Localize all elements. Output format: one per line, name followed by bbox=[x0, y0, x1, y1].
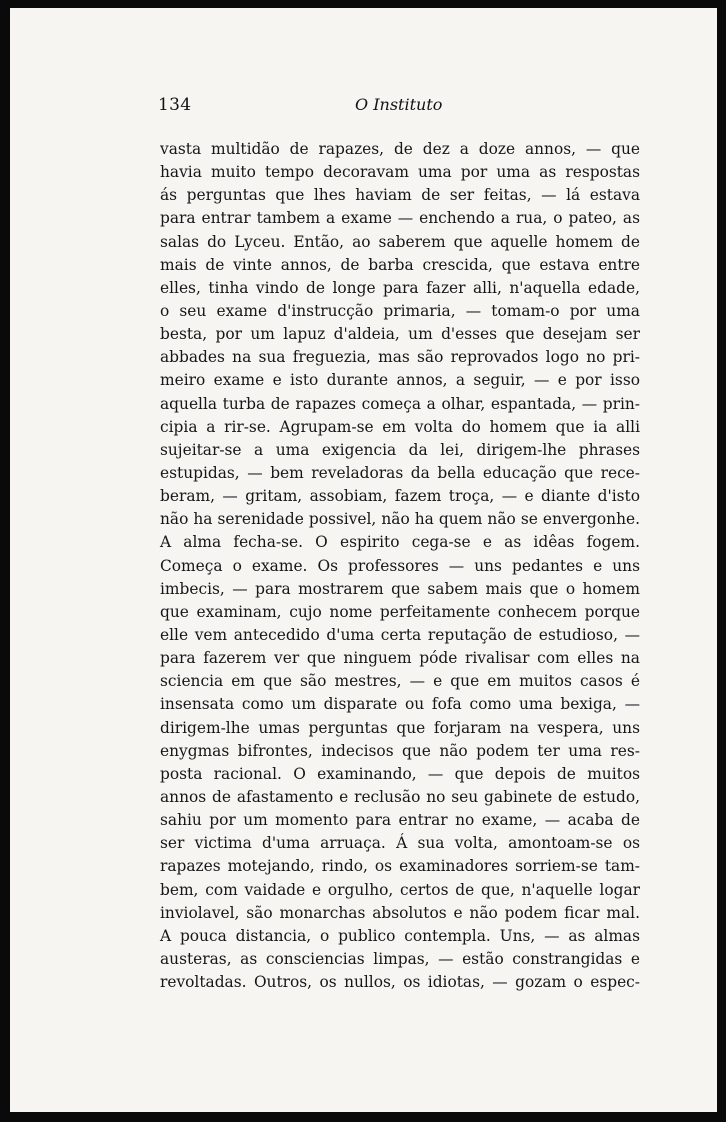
text-line: elles, tinha vindo de longe para fazer alli, n'aquella edade, bbox=[160, 278, 640, 297]
text-line: beram, — gritam, assobiam, fazem troça, — e diante d'isto bbox=[160, 487, 640, 506]
running-head bbox=[10, 95, 717, 119]
text-line: que examinam, cujo nome perfeitamente conhecem porque bbox=[160, 602, 640, 621]
text-line: sciencia em que são mestres, — e que em muitos casos é bbox=[160, 672, 640, 691]
text-line: enygmas bifrontes, indecisos que não podem ter uma res- bbox=[160, 741, 640, 760]
text-line: imbecis, — para mostrarem que sabem mais que o homem bbox=[160, 579, 640, 598]
text-line: A pouca distancia, o publico contempla. Uns, — as almas bbox=[160, 926, 640, 945]
text-line: rapazes motejando, rindo, os examinadores sorriem-se tam- bbox=[160, 857, 640, 876]
text-line: Começa o exame. Os professores — uns pedantes e uns bbox=[160, 556, 640, 575]
text-line: salas do Lyceu. Então, ao saberem que aquelle homem de bbox=[160, 232, 640, 251]
text-line: dirigem-lhe umas perguntas que forjaram na vespera, uns bbox=[160, 718, 640, 737]
text-line: meiro exame e isto durante annos, a seguir, — e por isso bbox=[160, 371, 640, 390]
text-line: posta racional. O examinando, — que depois de muitos bbox=[160, 764, 640, 783]
text-line: sahiu por um momento para entrar no exame, — acaba de bbox=[160, 811, 640, 830]
text-line: ser victima d'uma arruaça. Á sua volta, amontoam-se os bbox=[160, 834, 640, 853]
paper-sheet bbox=[10, 8, 717, 1112]
text-line: bem, com vaidade e orgulho, certos de que, n'aquelle logar bbox=[160, 880, 640, 899]
text-line: estupidas, — bem reveladoras da bella educação que rece- bbox=[160, 463, 640, 482]
text-line: ás perguntas que lhes haviam de ser feitas, — lá estava bbox=[160, 186, 640, 205]
text-line: besta, por um lapuz d'aldeia, um d'esses que desejam ser bbox=[160, 325, 640, 344]
text-line: revoltadas. Outros, os nullos, os idiotas, — gozam o espec- bbox=[160, 973, 640, 992]
text-line: mais de vinte annos, de barba crescida, que estava entre bbox=[160, 255, 640, 274]
text-line: austeras, as consciencias limpas, — estão constrangidas e bbox=[160, 949, 640, 968]
journal-title: O Instituto bbox=[355, 95, 443, 114]
text-line: insensata como um disparate ou fofa como uma bexiga, — bbox=[160, 695, 640, 714]
text-line: aquella turba de rapazes começa a olhar, espantada, — prin- bbox=[160, 394, 640, 413]
text-line: elle vem antecedido d'uma certa reputação de estudioso, — bbox=[160, 625, 640, 644]
text-line: vasta multidão de rapazes, de dez a doze annos, — que bbox=[160, 140, 640, 158]
text-line: para fazerem ver que ninguem póde rivalisar com elles na bbox=[160, 649, 640, 668]
text-line: havia muito tempo decoravam uma por uma as respostas bbox=[160, 163, 640, 182]
text-line: annos de afastamento e reclusão no seu gabinete de estudo, bbox=[160, 787, 640, 806]
text-line: inviolavel, são monarchas absolutos e não podem ficar mal. bbox=[160, 903, 640, 922]
text-line: o seu exame d'instrucção primaria, — tomam-o por uma bbox=[160, 301, 640, 320]
text-line: não ha serenidade possivel, não ha quem não se envergonhe. bbox=[160, 510, 640, 529]
text-line: sujeitar-se a uma exigencia da lei, dirigem-lhe phrases bbox=[160, 440, 640, 459]
body-text bbox=[160, 138, 640, 994]
text-line: abbades na sua freguezia, mas são reprovados logo no pri- bbox=[160, 348, 640, 367]
text-line: A alma fecha-se. O espirito cega-se e as idêas fogem. bbox=[160, 533, 640, 552]
page-number: 134 bbox=[158, 95, 192, 115]
text-line: cipia a rir-se. Agrupam-se em volta do homem que ia alli bbox=[160, 417, 640, 436]
text-line: para entrar tambem a exame — enchendo a rua, o pateo, as bbox=[160, 209, 640, 228]
